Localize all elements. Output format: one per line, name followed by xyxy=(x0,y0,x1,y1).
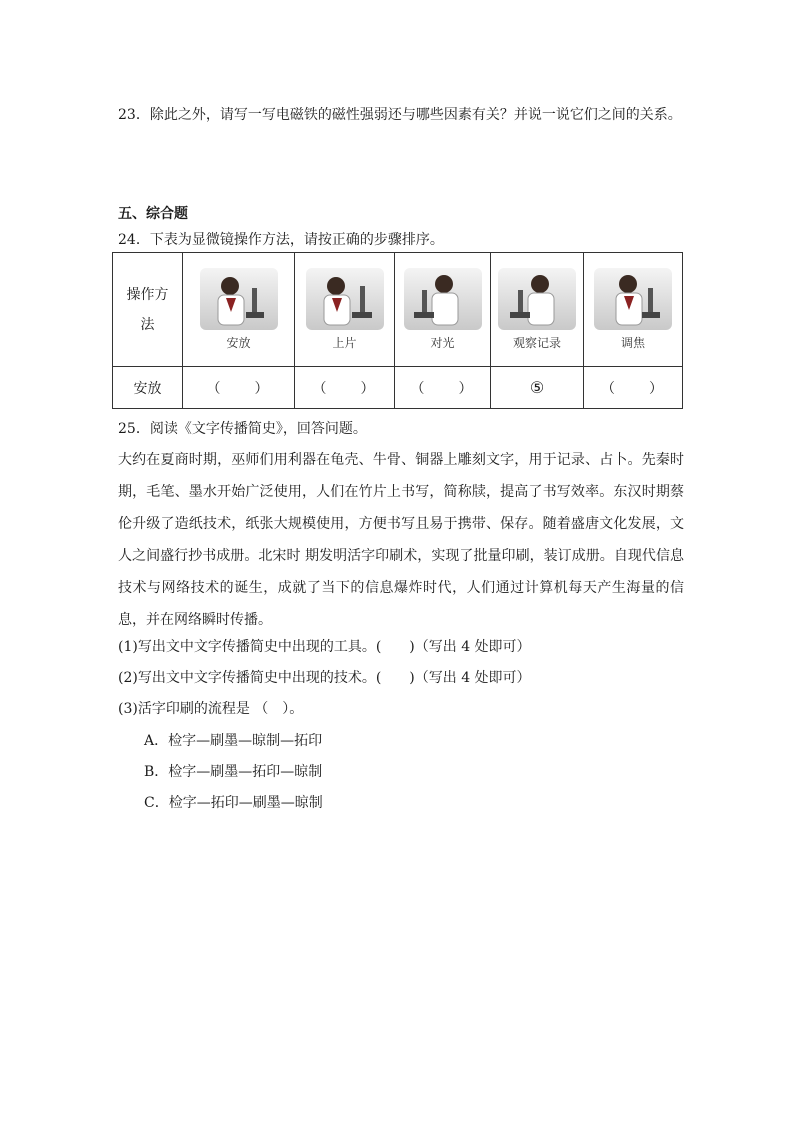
microscope-steps-table xyxy=(112,252,683,409)
step-cell: 调焦 xyxy=(584,253,683,367)
sub-question-3: (3)活字印刷的流程是 （ ）。 xyxy=(118,701,304,717)
microscope-photo xyxy=(306,268,384,330)
microscope-photo xyxy=(498,268,576,330)
header-cell-method: 操作方 法 xyxy=(113,253,183,367)
step-cell: 对光 xyxy=(395,253,491,367)
reading-passage xyxy=(118,444,684,636)
option-b[interactable]: B．检字—刷墨—拓印—晾制 xyxy=(144,764,323,780)
answer-blank[interactable]: （ ） xyxy=(183,367,295,409)
question-24: 24．下表为显微镜操作方法，请按正确的步骤排序。 xyxy=(118,232,444,248)
header-cell-order: 安放 xyxy=(113,367,183,409)
microscope-photo xyxy=(404,268,482,330)
microscope-photo xyxy=(594,268,672,330)
question-23: 23．除此之外，请写一写电磁铁的磁性强弱还与哪些因素有关？并说一说它们之间的关系。 xyxy=(118,107,682,123)
passage-text: 大约在夏商时期，巫师们用利器在龟壳、牛骨、铜器上雕刻文字，用于记录、占卜。先秦时期，毛笔、墨水开始广泛使用，人们在竹片上书写，简称牍，提高了书写效率。东汉时期蔡伦升级了造纸技术，纸张大规模使用，方便书写且易于携带、保存。随着盛唐文化发展，文人之间盛行抄书成册。北宋时 期发明活字印刷术，实现了批量印刷，装订成册。自现代信息技术与网络技术的诞生，成就了当下的信息爆炸时代，人们通过计算机每天产生海量的信息，并在网络瞬时传播。 xyxy=(118,452,684,628)
step-cell: 上片 xyxy=(295,253,395,367)
section-heading: 五、综合题 xyxy=(118,206,188,222)
sub-question-1: (1)写出文中文字传播简史中出现的工具。( )（写出 4 处即可） xyxy=(118,639,531,655)
microscope-photo xyxy=(200,268,278,330)
question-25: 25．阅读《文字传播简史》，回答问题。 xyxy=(118,421,367,437)
option-a[interactable]: A．检字—刷墨—晾制—拓印 xyxy=(144,733,323,749)
answer-blank[interactable]: （ ） xyxy=(295,367,395,409)
answer-blank[interactable]: （ ） xyxy=(584,367,683,409)
step-cell: 安放 xyxy=(183,253,295,367)
sub-question-2: (2)写出文中文字传播简史中出现的技术。( )（写出 4 处即可） xyxy=(118,670,531,686)
answer-given: ⑤ xyxy=(491,367,584,409)
step-cell: 观察记录 xyxy=(491,253,584,367)
option-c[interactable]: C．检字—拓印—刷墨—晾制 xyxy=(144,795,323,811)
answer-blank[interactable]: （ ） xyxy=(395,367,491,409)
